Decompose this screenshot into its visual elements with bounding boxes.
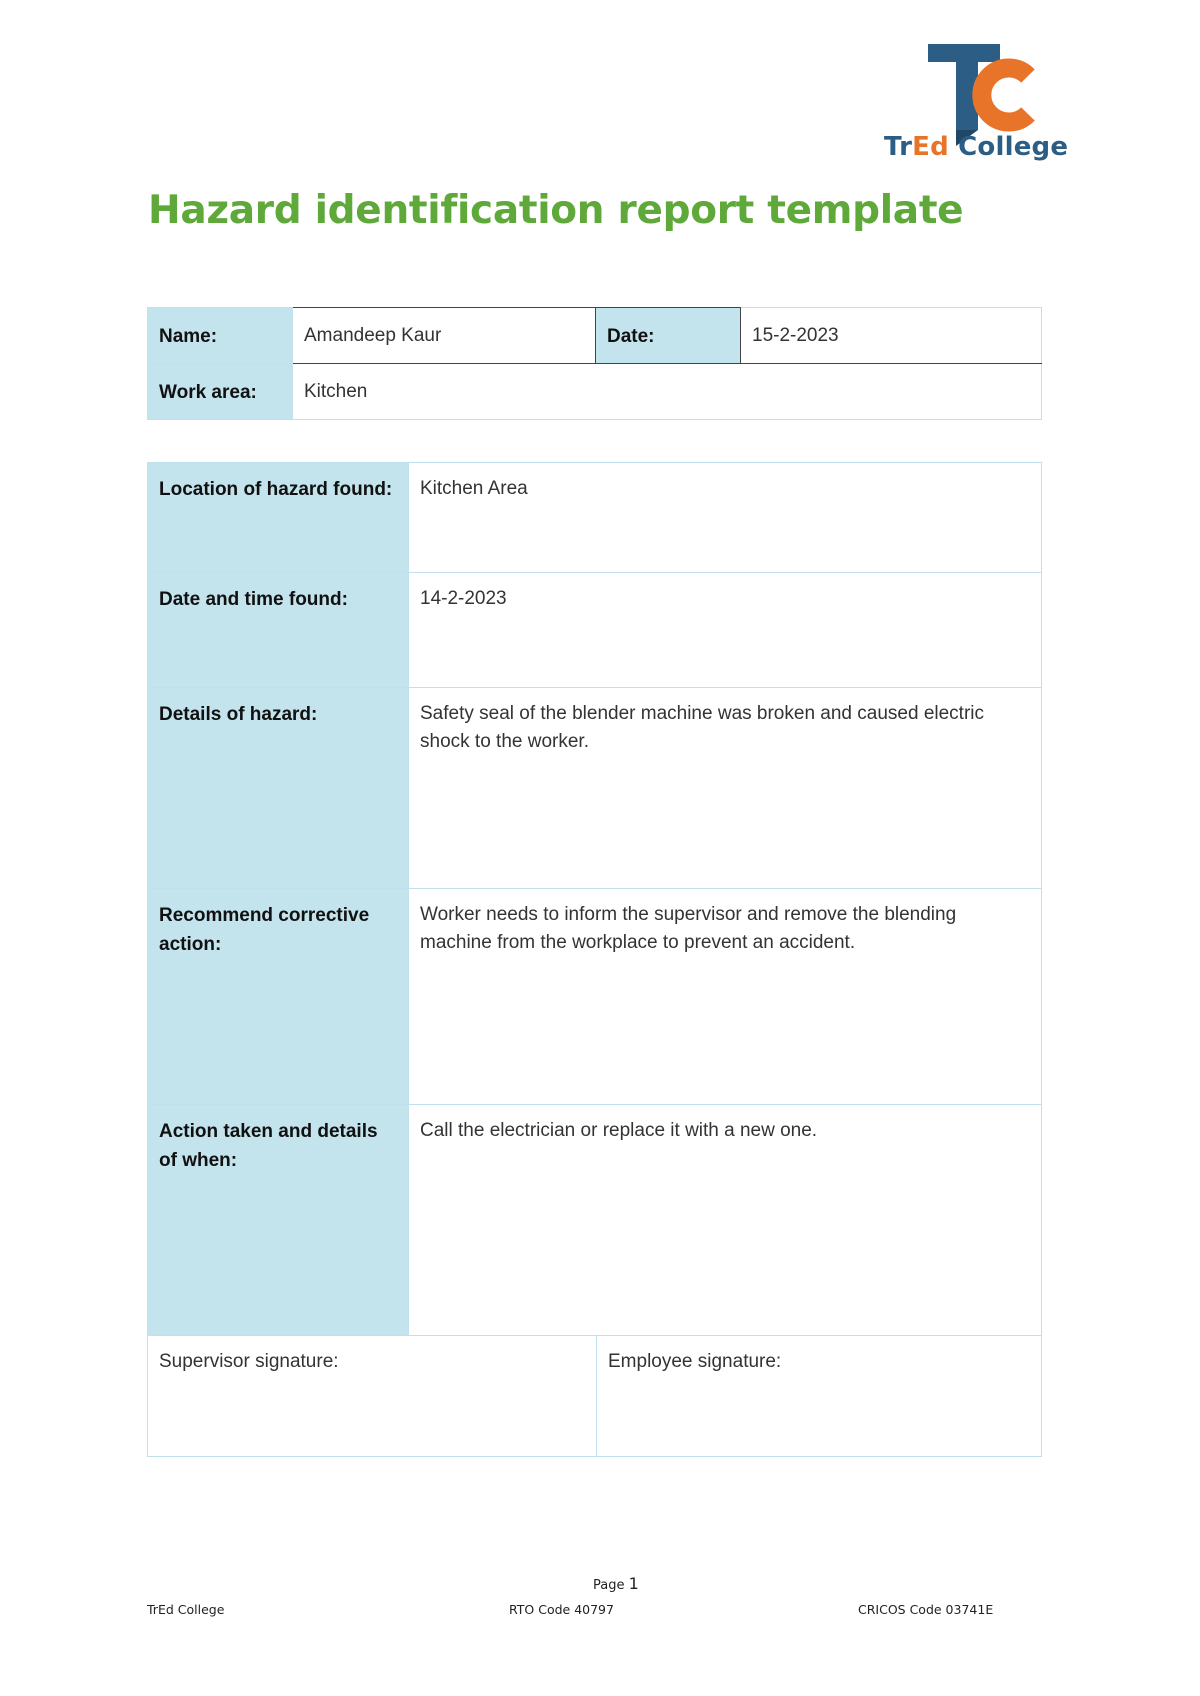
header-table: [147, 307, 1042, 420]
date-time-found-label: Date and time found:: [148, 573, 409, 688]
table-row: [148, 1105, 1042, 1336]
corrective-action-field[interactable]: Worker needs to inform the supervisor and remove the blending machine from the workplace to prevent an accident.: [409, 889, 1042, 1105]
page-number: [593, 1574, 639, 1593]
hazard-details-field[interactable]: Safety seal of the blender machine was broken and caused electric shock to the worker.: [409, 688, 1042, 889]
page-label: Page: [593, 1578, 625, 1593]
name-field[interactable]: Amandeep Kaur: [293, 308, 596, 364]
employee-signature-field[interactable]: Employee signature:: [597, 1336, 1042, 1457]
supervisor-signature-field[interactable]: Supervisor signature:: [148, 1336, 597, 1457]
location-field[interactable]: Kitchen Area: [409, 463, 1042, 573]
hazard-details-label: Details of hazard:: [148, 688, 409, 889]
action-taken-label: Action taken and details of when:: [148, 1105, 409, 1336]
page-title: Hazard identification report template: [148, 188, 964, 233]
hazard-report-table: [147, 462, 1042, 1457]
date-label: Date:: [596, 308, 741, 364]
table-row: [148, 573, 1042, 688]
logo-wordmark-ed: Ed: [912, 132, 949, 162]
footer-college: TrEd College: [147, 1602, 225, 1617]
footer-cricos-code: CRICOS Code 03741E: [858, 1602, 994, 1617]
date-time-found-field[interactable]: 14-2-2023: [409, 573, 1042, 688]
work-area-label: Work area:: [148, 364, 293, 420]
table-row: [148, 688, 1042, 889]
date-field[interactable]: 15-2-2023: [741, 308, 1042, 364]
table-row: [148, 889, 1042, 1105]
location-label: Location of hazard found:: [148, 463, 409, 573]
table-row: [148, 1336, 1042, 1457]
corrective-action-label: Recommend corrective action:: [148, 889, 409, 1105]
logo-wordmark-tr: Tr: [884, 132, 913, 162]
name-label: Name:: [148, 308, 293, 364]
footer-rto-code: RTO Code 40797: [509, 1602, 614, 1617]
table-row: [148, 463, 1042, 573]
page-number-value: 1: [628, 1574, 639, 1593]
action-taken-field[interactable]: Call the electrician or replace it with a new one.: [409, 1105, 1042, 1336]
logo-wordmark-college: College: [948, 132, 1069, 162]
work-area-field[interactable]: Kitchen: [293, 364, 1042, 420]
logo-wordmark: [884, 132, 1068, 162]
